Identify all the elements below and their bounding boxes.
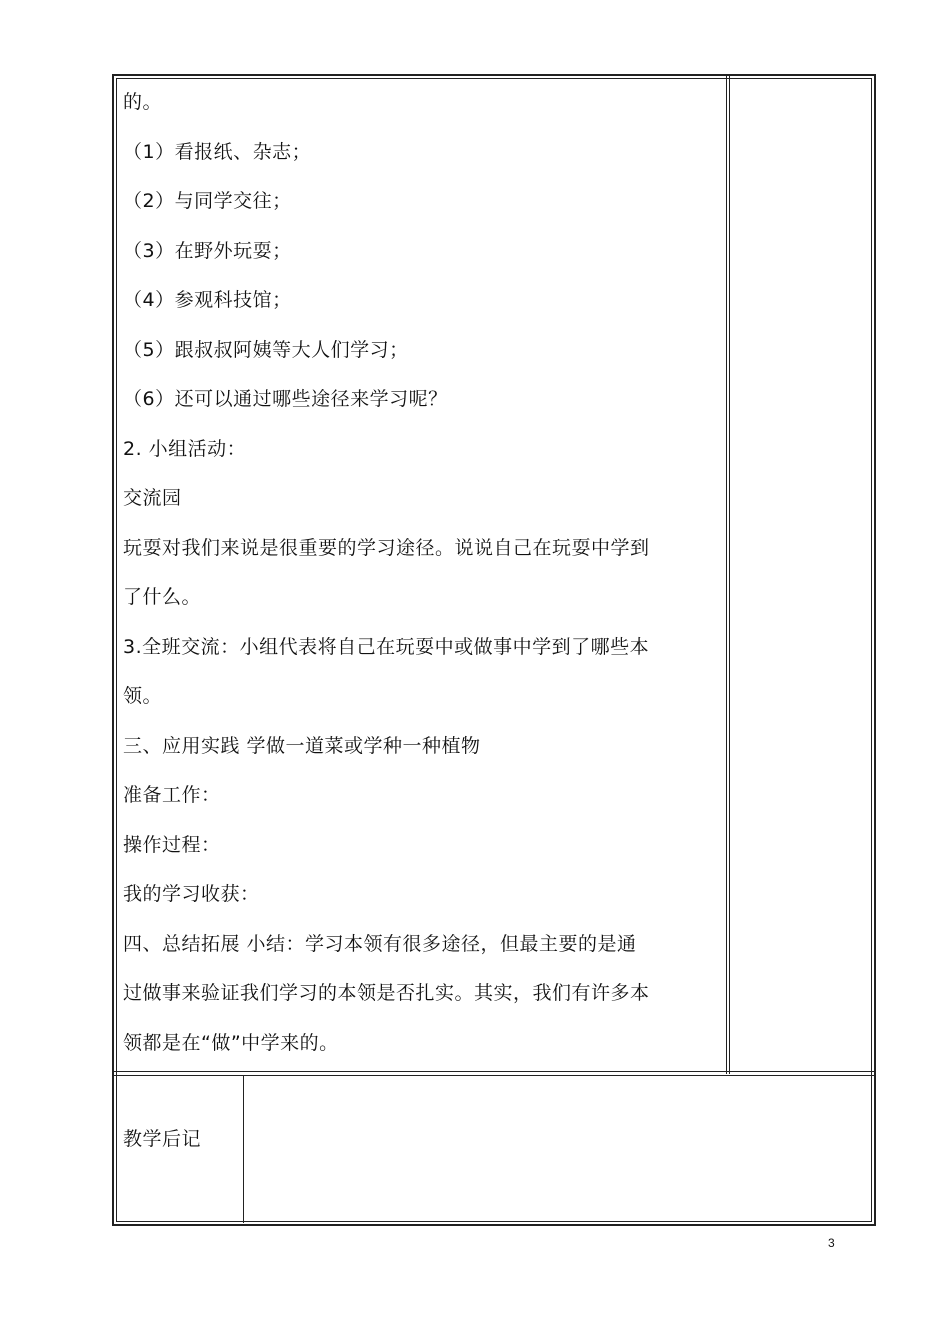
content-line: （3）在野外玩耍；: [123, 239, 292, 262]
row-divider: [114, 1071, 874, 1072]
row-divider-inner: [114, 1075, 874, 1076]
content-line: 三、应用实践 学做一道菜或学种一种植物: [123, 734, 481, 757]
content-line: 准备工作：: [123, 784, 221, 806]
table-border-left-inner: [116, 78, 117, 1222]
content-line: （1）看报纸、杂志；: [123, 140, 312, 163]
content-line: 的。: [123, 91, 163, 113]
lesson-content: [123, 78, 723, 1068]
content-line: 2. 小组活动：: [123, 437, 247, 460]
content-line: （5）跟叔叔阿姨等大人们学习；: [123, 338, 409, 361]
content-line: （2）与同学交往；: [123, 190, 292, 212]
page-number: 3: [828, 1236, 835, 1250]
column-divider-main-inner: [729, 76, 730, 1074]
content-line: 玩耍对我们来说是很重要的学习途径。说说自己在玩耍中学到: [123, 536, 650, 559]
content-line: 领都是在“做”中学来的。: [123, 1031, 339, 1054]
content-line: 领。: [123, 685, 163, 707]
column-divider-footer: [243, 1075, 244, 1223]
table-border-bottom-inner: [116, 1221, 872, 1222]
teaching-notes-label: 教学后记: [123, 1128, 202, 1150]
column-divider-main: [726, 76, 727, 1074]
content-line: 3.全班交流：小组代表将自己在玩耍中或做事中学到了哪些本: [123, 635, 650, 658]
content-line: 四、总结拓展 小结：学习本领有很多途径，但最主要的是通: [123, 932, 637, 955]
table-border-right-inner: [871, 78, 872, 1222]
content-line: 交流园: [123, 487, 182, 509]
content-line: 我的学习收获：: [123, 883, 260, 905]
content-line: 操作过程：: [123, 833, 221, 856]
content-line: 过做事来验证我们学习的本领是否扎实。其实，我们有许多本: [123, 982, 650, 1004]
content-line: 了什么。: [123, 586, 202, 608]
content-line: （4）参观科技馆；: [123, 289, 292, 311]
content-line: （6）还可以通过哪些途径来学习呢？: [123, 388, 448, 410]
